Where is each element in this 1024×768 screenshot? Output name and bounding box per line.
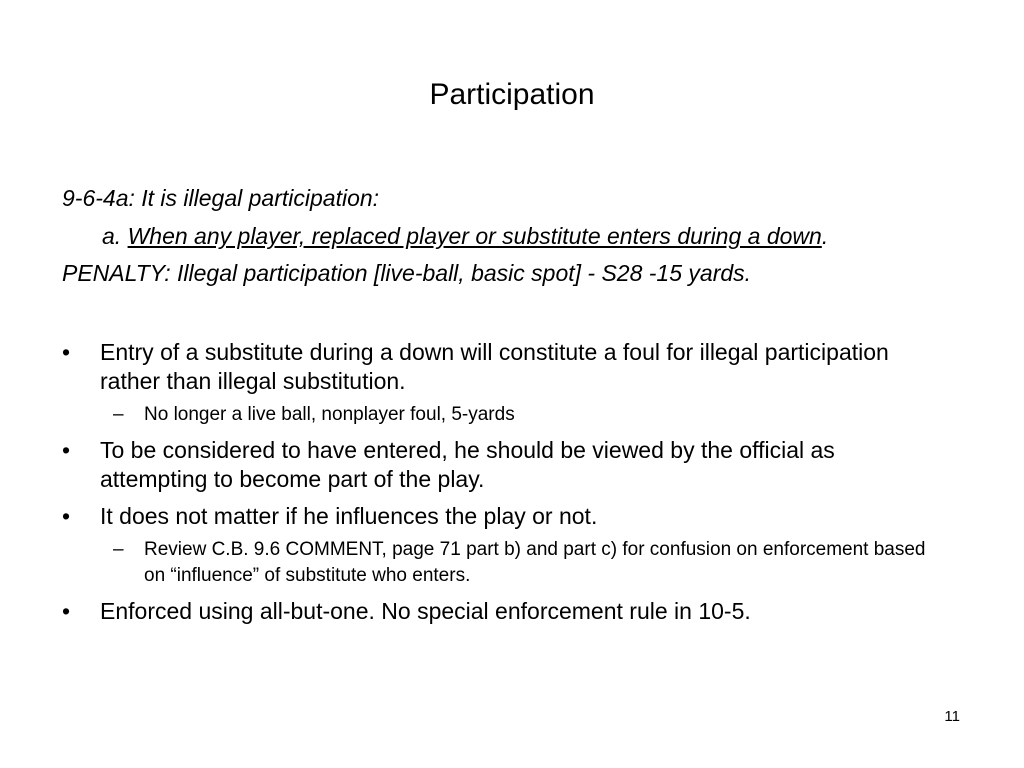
rule-item-prefix: a. bbox=[102, 223, 128, 249]
bullet-dot-icon: • bbox=[62, 598, 71, 624]
rule-item bbox=[62, 222, 932, 251]
bullet-text: Enforced using all-but-one. No special enforcement rule in 10-5. bbox=[100, 598, 751, 624]
bullet-dot-icon: • bbox=[62, 503, 71, 529]
bullet-dot-icon: • bbox=[62, 437, 71, 463]
bullet-dot-icon: • bbox=[62, 339, 71, 365]
bullet-text: It does not matter if he influences the play or not. bbox=[100, 503, 598, 529]
rule-heading: 9-6-4a: It is illegal participation: bbox=[62, 185, 380, 211]
rule-item-suffix: . bbox=[821, 223, 829, 249]
dash-icon: – bbox=[113, 404, 124, 425]
dash-icon: – bbox=[113, 539, 124, 560]
bullet-text: Entry of a substitute during a down will constitute a foul for illegal participation rather than illegal substitution. bbox=[100, 339, 889, 394]
bullet-item bbox=[62, 597, 940, 626]
sub-bullet-text: No longer a live ball, nonplayer foul, 5-yards bbox=[144, 404, 515, 425]
sub-bullet-text: Review C.B. 9.6 COMMENT, page 71 part b) and part c) for confusion on enforcement based on “influence” of substitute who enters. bbox=[144, 539, 926, 586]
sub-bullet-item bbox=[62, 402, 944, 428]
bullet-text: To be considered to have entered, he should be viewed by the official as attempting to become part of the play. bbox=[100, 437, 835, 492]
page-number: 11 bbox=[944, 708, 960, 725]
slide-body bbox=[62, 184, 962, 626]
bullet-item bbox=[62, 502, 940, 531]
bullet-item bbox=[62, 436, 940, 494]
slide-title: Participation bbox=[429, 78, 595, 111]
rule-item-text: When any player, replaced player or substitute enters during a down bbox=[127, 223, 822, 249]
sub-bullet-item bbox=[62, 537, 944, 589]
penalty-text: PENALTY: Illegal participation [live-ball, basic spot] - S28 -15 yards. bbox=[62, 260, 752, 286]
bullet-item bbox=[62, 338, 940, 396]
bullet-list bbox=[62, 338, 962, 626]
